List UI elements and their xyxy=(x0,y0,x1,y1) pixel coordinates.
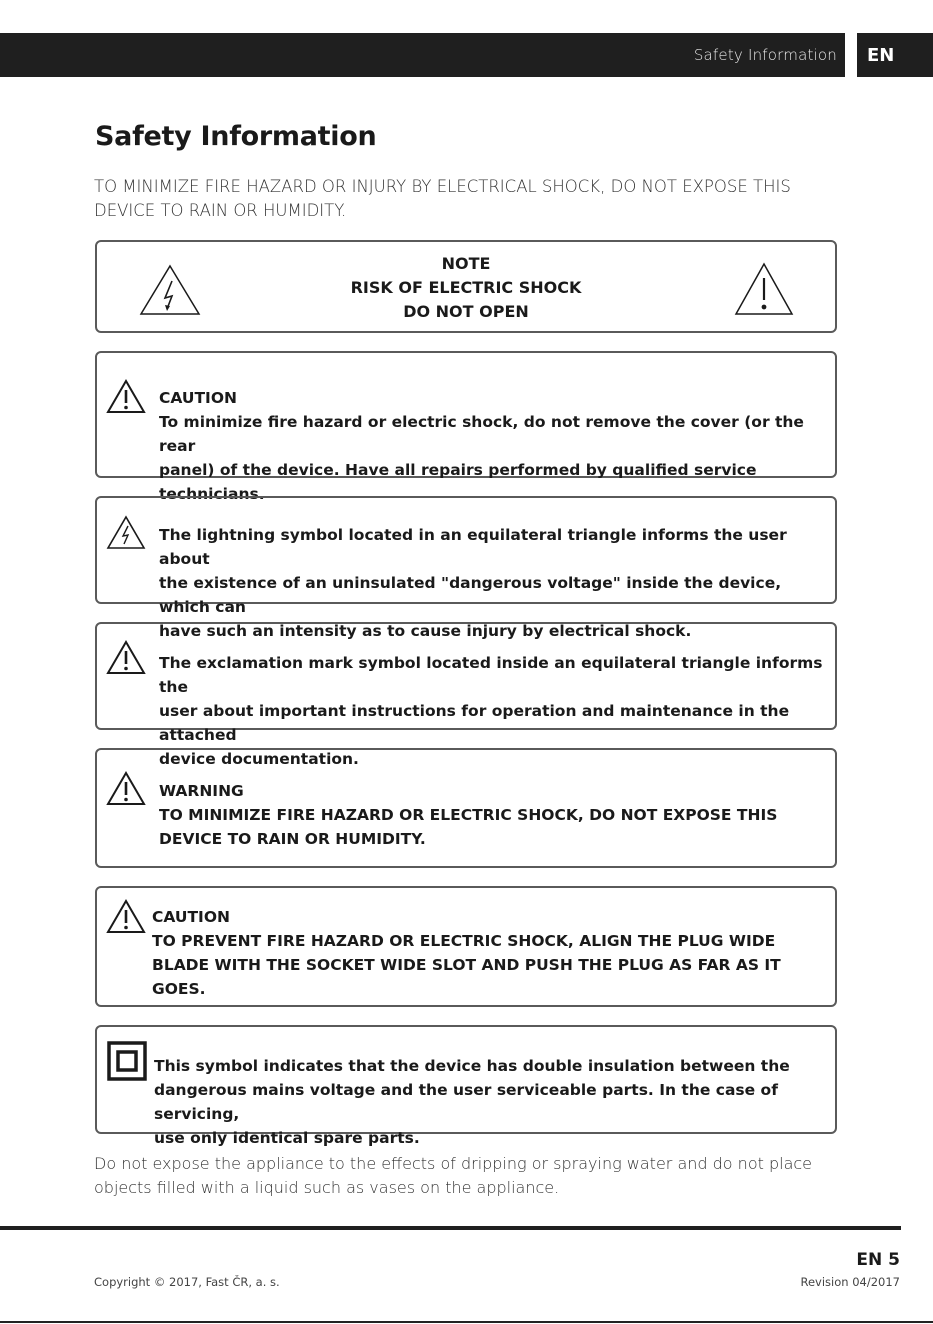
plug-line-2: BLADE WITH THE SOCKET WIDE SLOT AND PUSH THE PLUG AS FAR AS IT xyxy=(152,956,781,974)
double-insulation-icon xyxy=(107,1041,147,1081)
note-text xyxy=(97,252,835,324)
copyright-text: Copyright © 2017, Fast ČR, a. s. xyxy=(94,1275,280,1289)
insulation-line-3: use only identical spare parts. xyxy=(154,1129,420,1147)
page-title: Safety Information xyxy=(95,121,377,152)
exclamation-triangle-icon xyxy=(106,640,146,675)
note-risk: RISK OF ELECTRIC SHOCK xyxy=(350,278,582,297)
plug-line-1: TO PREVENT FIRE HAZARD OR ELECTRIC SHOCK, ALIGN THE PLUG WIDE xyxy=(152,932,776,950)
bottom-line-2: objects filled with a liquid such as vases on the appliance. xyxy=(94,1178,560,1197)
lightning-line-2: the existence of an uninsulated "dangerous voltage" inside the device, which can xyxy=(159,574,782,616)
header-section-title: Safety Information xyxy=(693,46,837,64)
plug-caution-box xyxy=(95,886,837,1007)
header-bar xyxy=(0,33,845,77)
exclamation-line-1: The exclamation mark symbol located inside an equilateral triangle informs the xyxy=(159,654,823,696)
page-number: EN 5 xyxy=(856,1250,900,1270)
note-do-not-open: DO NOT OPEN xyxy=(403,302,529,321)
warning-text xyxy=(159,779,777,851)
note-box xyxy=(95,240,837,333)
warning-box xyxy=(95,748,837,868)
exclamation-line-2: user about important instructions for operation and maintenance in the attached xyxy=(159,702,790,744)
insulation-line-2: dangerous mains voltage and the user serviceable parts. In the case of servicing, xyxy=(154,1081,778,1123)
warning-triangle-icon xyxy=(106,379,146,414)
exclamation-info-box xyxy=(95,622,837,768)
language-tab: EN xyxy=(857,33,933,77)
lightning-line-3: have such an intensity as to cause injury by electrical shock. xyxy=(159,622,692,640)
plug-caution-text xyxy=(152,905,781,1001)
lightning-triangle-icon xyxy=(106,515,146,550)
plug-line-3: GOES. xyxy=(152,980,206,998)
plug-caution-heading: CAUTION xyxy=(152,908,230,926)
double-insulation-box xyxy=(95,1025,837,1147)
exclamation-line-3: device documentation. xyxy=(159,750,359,768)
revision-text: Revision 04/2017 xyxy=(800,1275,900,1289)
warning-line-1: TO MINIMIZE FIRE HAZARD OR ELECTRIC SHOCK, DO NOT EXPOSE THIS xyxy=(159,806,778,824)
bottom-paragraph xyxy=(94,1152,844,1200)
page-bottom-border xyxy=(0,1321,933,1323)
caution-line-2: panel) of the device. Have all repairs performed by qualified service technicians. xyxy=(159,461,757,503)
double-insulation-text xyxy=(154,1054,835,1150)
exclamation-triangle-icon xyxy=(734,262,794,316)
lightning-info-box xyxy=(95,496,837,640)
caution-line-1: To minimize fire hazard or electric shock, do not remove the cover (or the rear xyxy=(159,413,804,455)
caution-heading: CAUTION xyxy=(159,389,237,407)
warning-line-2: DEVICE TO RAIN OR HUMIDITY. xyxy=(159,830,426,848)
caution-text xyxy=(159,386,835,506)
bottom-line-1: Do not expose the appliance to the effects of dripping or spraying water and do not place xyxy=(94,1154,813,1173)
lightning-line-1: The lightning symbol located in an equilateral triangle informs the user about xyxy=(159,526,787,568)
caution-box xyxy=(95,351,837,503)
intro-warning: TO MINIMIZE FIRE HAZARD OR INJURY BY ELECTRICAL SHOCK, DO NOT EXPOSE THIS DEVICE TO RAIN OR HUMIDITY. xyxy=(94,177,791,220)
warning-triangle-icon xyxy=(106,771,146,806)
warning-heading: WARNING xyxy=(159,782,244,800)
note-label: NOTE xyxy=(441,254,491,273)
warning-triangle-icon xyxy=(106,899,146,934)
footer-divider xyxy=(0,1226,901,1230)
insulation-line-1: This symbol indicates that the device has double insulation between the xyxy=(154,1057,790,1075)
